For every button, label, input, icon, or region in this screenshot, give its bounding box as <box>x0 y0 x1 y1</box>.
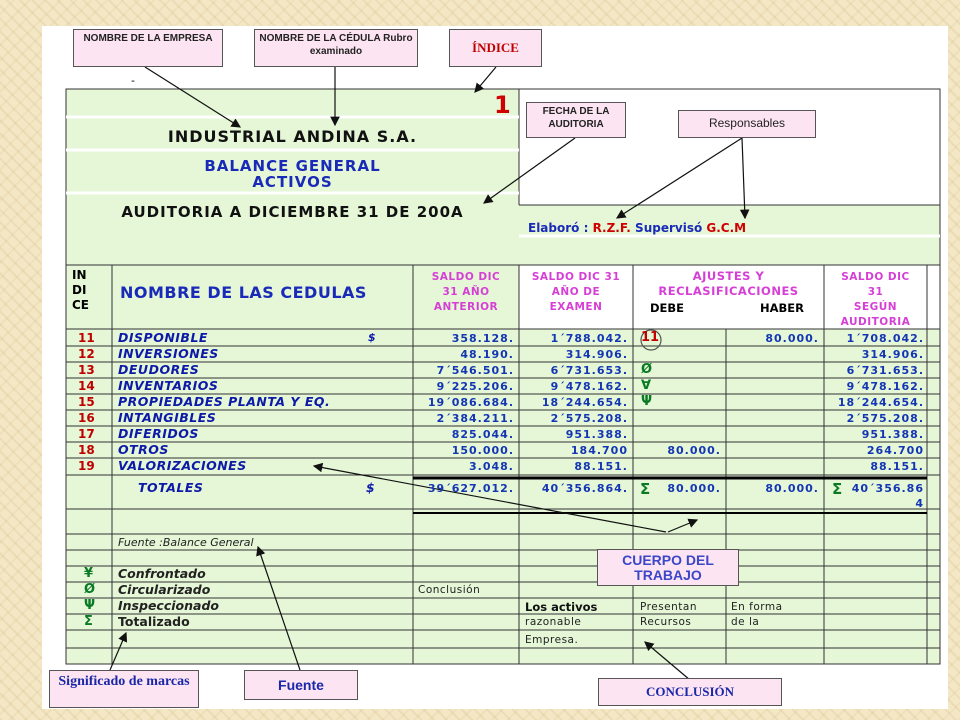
conclusion-text: Los activos <box>525 600 598 614</box>
row-saldo-anterior: 358.128. <box>451 332 514 345</box>
row-index: 17 <box>78 427 95 441</box>
row-audit-mark: Ø <box>641 362 653 377</box>
header-saldo-anterior <box>413 270 519 315</box>
callout-responsables-text: Responsables <box>708 116 786 130</box>
totals-examen: 40´356.864. <box>541 482 628 495</box>
row-name: INVERSIONES <box>118 346 219 361</box>
row-saldo-auditoria: 951.388. <box>861 428 924 441</box>
header-line: EXAMEN <box>549 301 603 313</box>
row-saldo-auditoria: 314.906. <box>861 348 924 361</box>
header-line: AÑO DE <box>551 286 601 298</box>
callout-nombre-cedula <box>254 29 418 67</box>
row-saldo-auditoria: 2´575.208. <box>846 412 924 425</box>
conclusion-label: Conclusión <box>418 584 481 596</box>
header-saldo-auditoria <box>824 270 927 330</box>
callout-nombre-empresa <box>73 29 223 67</box>
conclusion-text: razonable <box>525 616 582 628</box>
row-index: 11 <box>78 331 95 345</box>
header-line: AJUSTES Y <box>692 269 765 283</box>
callout-conclusion <box>598 678 782 706</box>
header-indice-line: IN <box>72 268 87 282</box>
header-haber: HABER <box>760 301 805 315</box>
callout-conclusion-text: CONCLUSIÓN <box>645 684 735 699</box>
dash-mark: - <box>131 74 135 87</box>
totals-currency: $ <box>366 480 376 495</box>
row-index: 13 <box>78 363 95 377</box>
totals-auditoria-wrap: 4 <box>915 497 924 510</box>
callout-cuerpo-trabajo <box>597 549 739 586</box>
row-name: DEUDORES <box>118 362 200 377</box>
legend-mark-icon: Σ <box>84 614 93 629</box>
callout-significado-marcas <box>49 670 199 708</box>
header-indice-line: CE <box>72 298 90 312</box>
conclusion-text: En forma <box>731 601 783 613</box>
header-line: SALDO DIC <box>431 271 501 283</box>
row-name: OTROS <box>118 442 169 457</box>
row-saldo-auditoria: 9´478.162. <box>846 380 924 393</box>
row-saldo-auditoria: 88.151. <box>870 460 924 473</box>
row-index: 12 <box>78 347 95 361</box>
supervised-by: G.C.M <box>706 221 747 235</box>
header-line: 31 AÑO <box>442 286 490 298</box>
row-saldo-examen: 6´731.653. <box>550 364 628 377</box>
schedule-subtitle: ACTIVOS <box>252 173 333 191</box>
row-saldo-anterior: 48.190. <box>460 348 514 361</box>
header-line: SEGÚN <box>853 301 898 313</box>
supervised-label: Supervisó <box>635 221 703 235</box>
row-saldo-examen: 1´788.042. <box>550 332 628 345</box>
prepared-by: R.Z.F. <box>592 221 631 235</box>
row-debe: 80.000. <box>667 444 721 457</box>
row-saldo-examen: 88.151. <box>574 460 628 473</box>
row-index: 16 <box>78 411 95 425</box>
callout-fuente <box>244 670 358 700</box>
row-saldo-auditoria: 18´244.654. <box>837 396 924 409</box>
conclusion-text: Recursos <box>640 616 692 628</box>
audit-date: AUDITORIA A DICIEMBRE 31 DE 200A <box>121 203 464 221</box>
row-index: 19 <box>78 459 95 473</box>
header-line: 31 <box>867 286 884 298</box>
row-audit-mark: Ψ <box>641 394 653 409</box>
legend-text: Totalizado <box>118 614 190 629</box>
callout-indice-text: ÍNDICE <box>472 40 519 55</box>
header-nombre-cedulas: NOMBRE DE LAS CEDULAS <box>120 283 367 302</box>
row-name: INTANGIBLES <box>118 410 217 425</box>
row-haber: 80.000. <box>765 332 819 345</box>
conclusion-text: Presentan <box>640 601 697 613</box>
row-saldo-examen: 951.388. <box>565 428 628 441</box>
row-name: PROPIEDADES PLANTA Y EQ. <box>118 394 331 409</box>
row-currency: $ <box>368 331 377 344</box>
company-name: INDUSTRIAL ANDINA S.A. <box>167 127 418 146</box>
totals-auditoria: 40´356.86 <box>851 482 924 495</box>
row-saldo-examen: 2´575.208. <box>550 412 628 425</box>
sigma-mark: Σ <box>832 480 843 498</box>
callout-significado-marcas-text: Significado de marcas <box>58 674 190 689</box>
header-indice-line: DI <box>72 283 87 297</box>
row-saldo-examen: 314.906. <box>565 348 628 361</box>
callout-fecha <box>526 102 626 138</box>
conclusion-text: Empresa. <box>525 634 579 646</box>
header-line: RECLASIFICACIONES <box>658 284 799 298</box>
legend-text: Inspeccionado <box>118 598 219 613</box>
row-saldo-anterior: 3.048. <box>469 460 514 473</box>
row-saldo-anterior: 7´546.501. <box>436 364 514 377</box>
row-saldo-examen: 9´478.162. <box>550 380 628 393</box>
callout-responsables <box>678 110 816 138</box>
row-audit-mark: 11 <box>641 330 660 345</box>
legend-text: Circularizado <box>118 582 211 597</box>
header-line: SALDO DIC <box>841 271 910 283</box>
row-saldo-auditoria: 1´708.042. <box>846 332 924 345</box>
row-saldo-auditoria: 6´731.653. <box>846 364 924 377</box>
header-line: ANTERIOR <box>433 301 499 313</box>
row-name: DISPONIBLE <box>118 330 208 345</box>
row-saldo-auditoria: 264.700 <box>866 444 924 457</box>
row-name: INVENTARIOS <box>118 378 219 393</box>
legend-mark-icon: Ø <box>84 582 96 597</box>
row-saldo-examen: 184.700 <box>570 444 628 457</box>
conclusion-text: de la <box>731 616 760 628</box>
fuente-text: Fuente :Balance General <box>118 536 254 549</box>
legend-mark-icon: ¥ <box>84 566 94 581</box>
schedule-title: BALANCE GENERAL <box>204 157 381 175</box>
row-saldo-examen: 18´244.654. <box>541 396 628 409</box>
callout-nombre-empresa-text: NOMBRE DE LA EMPRESA <box>83 33 213 44</box>
sigma-mark: Σ <box>640 480 651 498</box>
callout-cuerpo-trabajo-text: CUERPO DEL TRABAJO <box>622 552 714 583</box>
header-line: AUDITORIA <box>840 316 911 328</box>
row-saldo-anterior: 825.044. <box>451 428 514 441</box>
header-ajustes <box>633 269 824 299</box>
callout-indice <box>449 29 542 67</box>
legend-text: Confrontado <box>118 566 206 581</box>
totals-anterior: 39´627.012. <box>427 482 514 495</box>
prepared-label: Elaboró : <box>528 221 589 235</box>
callout-fuente-text: Fuente <box>278 677 324 693</box>
row-index: 14 <box>78 379 95 393</box>
legend-mark-icon: Ψ <box>84 598 96 613</box>
row-name: VALORIZACIONES <box>118 458 247 473</box>
row-saldo-anterior: 2´384.211. <box>436 412 514 425</box>
row-saldo-anterior: 150.000. <box>451 444 514 457</box>
header-debe: DEBE <box>650 301 685 315</box>
totals-debe: 80.000. <box>667 482 721 495</box>
row-index: 18 <box>78 443 95 457</box>
callout-nombre-cedula-text: NOMBRE DE LA CÉDULA Rubro examinado <box>259 33 413 57</box>
callout-fecha-text: FECHA DE LA AUDITORIA <box>542 106 610 130</box>
row-name: DIFERIDOS <box>118 426 199 441</box>
header-indice <box>72 268 89 313</box>
header-line: SALDO DIC 31 <box>531 271 621 283</box>
totals-haber: 80.000. <box>765 482 819 495</box>
page-index-number: 1 <box>494 91 511 119</box>
responsables-line <box>528 221 746 235</box>
row-saldo-anterior: 19´086.684. <box>427 396 514 409</box>
row-saldo-anterior: 9´225.206. <box>436 380 514 393</box>
header-saldo-examen <box>519 270 633 315</box>
row-audit-mark: ∀ <box>641 378 652 393</box>
row-index: 15 <box>78 395 95 409</box>
totals-label: TOTALES <box>138 480 204 495</box>
